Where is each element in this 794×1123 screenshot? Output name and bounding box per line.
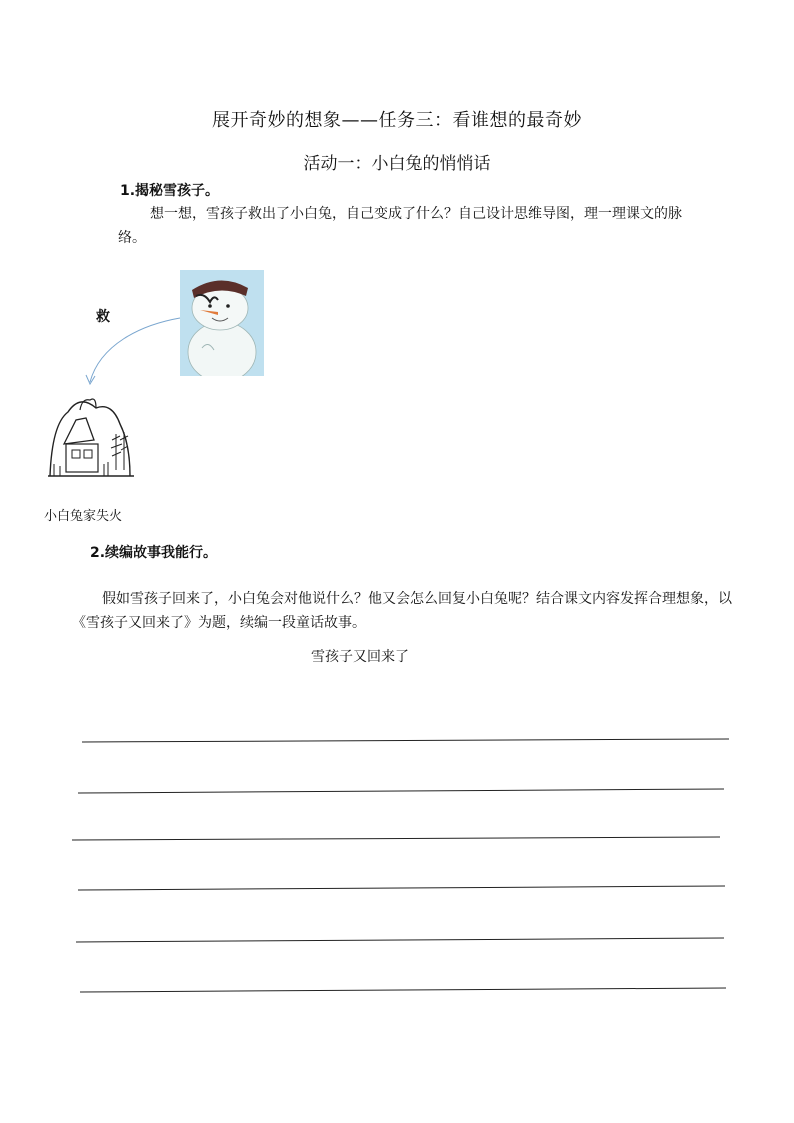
section2-heading: 2.续编故事我能行。 (90, 545, 218, 561)
house-caption: 小白兔家失火 (44, 509, 123, 524)
writing-line (76, 938, 724, 942)
page-title: 展开奇妙的想象——任务三：看谁想的最奇妙 (212, 110, 582, 131)
writing-line (78, 789, 724, 793)
section1-text: 想一想，雪孩子救出了小白兔，自己变成了什么？自己设计思维导图，理一理课文的脉络。 (118, 206, 682, 246)
activity-title: 活动一：小白兔的悄悄话 (303, 154, 491, 174)
section1-heading: 1.揭秘雪孩子。 (120, 183, 220, 199)
writing-line (82, 739, 729, 742)
arrow-label: 救 (96, 309, 110, 325)
writing-line (78, 886, 725, 890)
section2-text: 假如雪孩子回来了，小白兔会对他说什么？他又会怎么回复小白兔呢？结合课文内容发挥合理想象，以《雪孩子又回来了》为题，续编一段童话故事。 (72, 591, 732, 631)
writing-line (72, 837, 720, 840)
writing-line (80, 988, 726, 992)
story-title: 雪孩子又回来了 (311, 649, 409, 665)
